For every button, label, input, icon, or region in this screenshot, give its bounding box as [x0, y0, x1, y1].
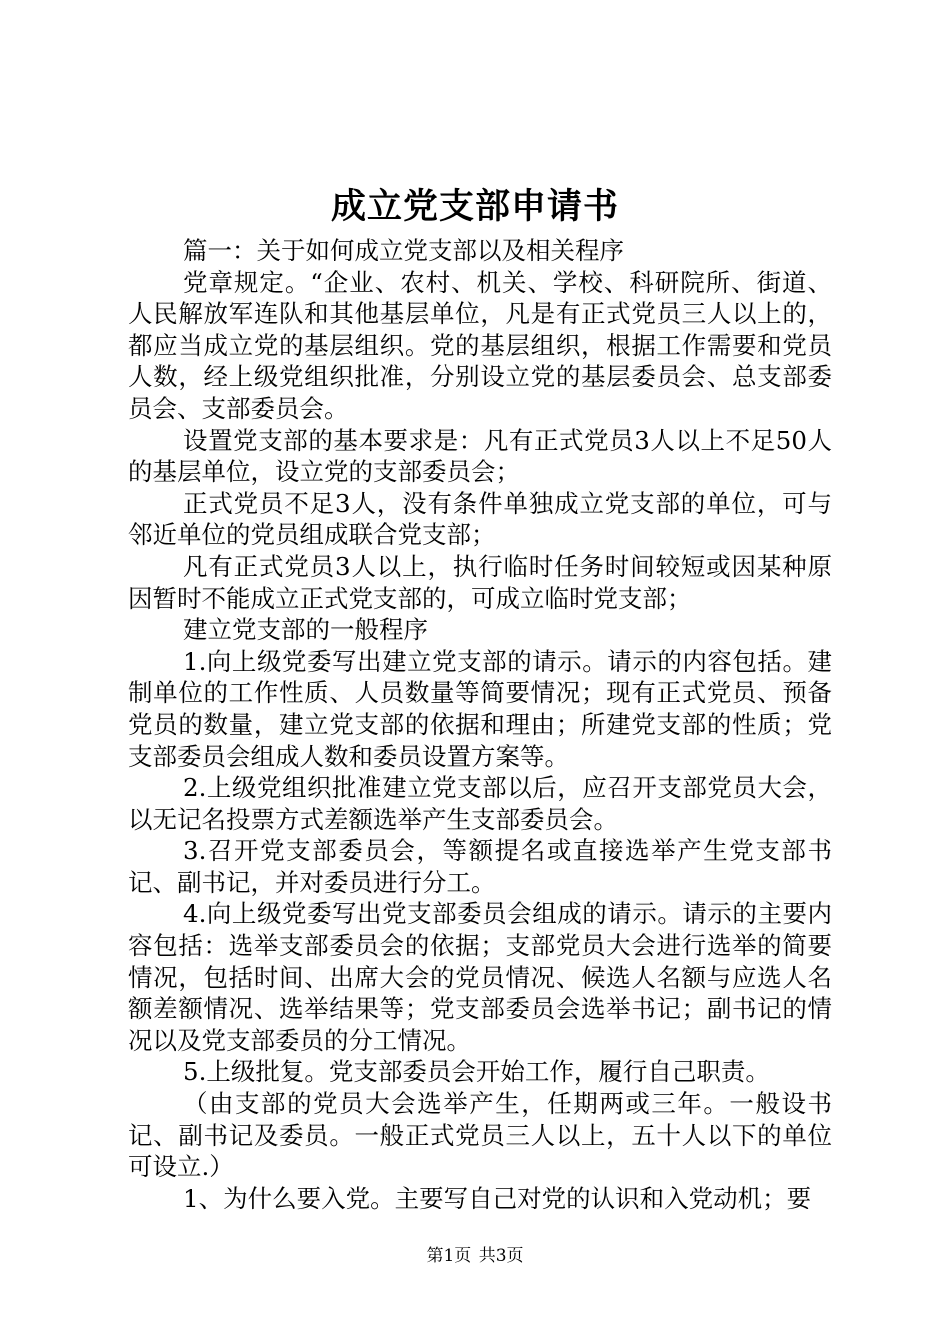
paragraph: 设置党支部的基本要求是：凡有正式党员3人以上不足50人的基层单位，设立党的支部委员会； — [128, 425, 832, 487]
section-heading: 篇一：关于如何成立党支部以及相关程序 — [183, 236, 624, 265]
note-paragraph: （由支部的党员大会选举产生，任期两或三年。一般设书记、副书记及委员。一般正式党员三人以上，五十人以下的单位可设立.） — [128, 1089, 832, 1182]
document-body — [128, 235, 832, 1214]
subsection-heading: 建立党支部的一般程序 — [183, 615, 428, 645]
page-total: 共3页 — [478, 1246, 524, 1266]
paragraph: 1、为什么要入党。主要写自己对党的认识和入党动机；要 — [183, 1183, 812, 1213]
page-footer — [0, 1245, 950, 1267]
list-item: 1.向上级党委写出建立党支部的请示。请示的内容包括。建制单位的工作性质、人员数量等简要情况；现有正式党员、预备党员的数量，建立党支部的依据和理由；所建党支部的性质；党支部委员会组成人数和委员设置方案等。 — [128, 646, 832, 771]
page-number: 第1页 — [426, 1246, 472, 1266]
list-item: 4.向上级党委写出党支部委员会组成的请示。请示的主要内容包括：选举支部委员会的依据；支部党员大会进行选举的简要情况，包括时间、出席大会的党员情况、候选人名额与应选人名额差额情况、选举结果等；党支部委员会选举书记；副书记的情况以及党支部委员的分工情况。 — [128, 899, 832, 1055]
list-item: 2.上级党组织批准建立党支部以后，应召开支部党员大会，以无记名投票方式差额选举产生支部委员会。 — [128, 773, 832, 834]
paragraph: 党章规定。“企业、农村、机关、学校、科研院所、街道、人民解放军连队和其他基层单位，凡是有正式党员三人以上的，都应当成立党的基层组织。党的基层组织，根据工作需要和党员人数，经上级党组织批准，分别设立党的基层委员会、总支部委员会、支部委员会。 — [128, 267, 832, 423]
list-item: 5.上级批复。党支部委员会开始工作，履行自己职责。 — [183, 1057, 770, 1087]
document-title: 成立党支部申请书 — [330, 186, 619, 227]
paragraph: 正式党员不足3人，没有条件单独成立党支部的单位，可与邻近单位的党员组成联合党支部； — [128, 488, 832, 550]
paragraph: 凡有正式党员3人以上，执行临时任务时间较短或因某种原因暂时不能成立正式党支部的，可成立临时党支部； — [128, 551, 832, 613]
list-item: 3.召开党支部委员会，等额提名或直接选举产生党支部书记、副书记，并对委员进行分工。 — [128, 836, 832, 897]
